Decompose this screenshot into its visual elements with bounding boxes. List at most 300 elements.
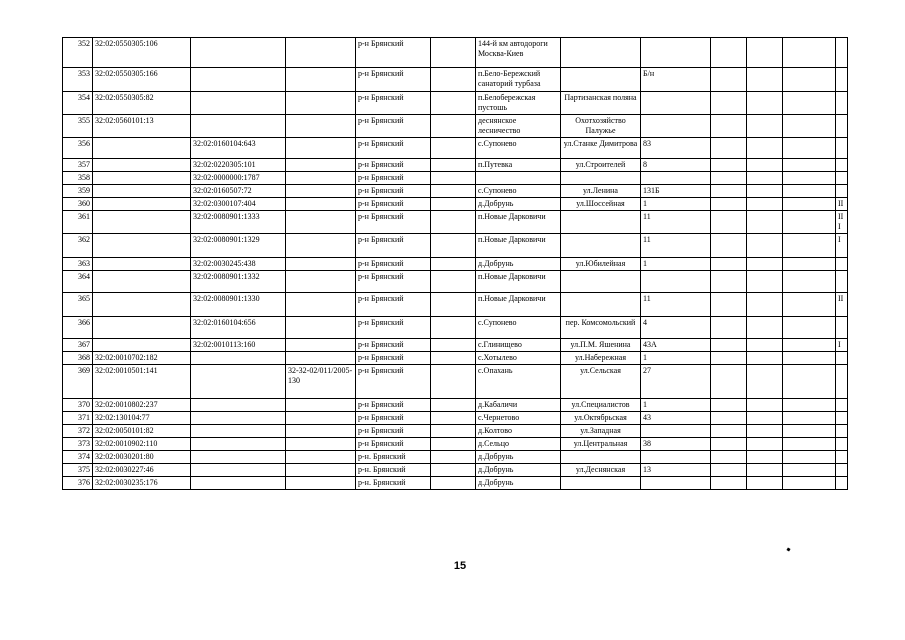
table-cell [747,138,783,159]
table-cell [561,477,641,490]
table-cell [836,317,848,339]
table-cell [431,92,476,115]
row-number-cell: 366 [63,317,93,339]
table-cell: 32:02:0030227:46 [93,464,191,477]
table-cell [431,185,476,198]
table-cell [836,115,848,138]
table-cell: д.Добрунь [476,258,561,271]
table-cell: р-н Брянский [356,234,431,258]
table-cell [711,412,747,425]
table-cell: р-н Брянский [356,211,431,234]
table-cell: с.Опахань [476,365,561,399]
table-cell [836,365,848,399]
table-cell: Б/н [641,68,711,92]
table-cell [711,92,747,115]
table-cell: I [836,339,848,352]
table-cell: р-н Брянский [356,438,431,451]
table-cell [783,365,836,399]
table-row [63,115,848,138]
table-cell: р-н Брянский [356,38,431,68]
table-cell [93,339,191,352]
table-row [63,464,848,477]
table-cell [191,464,286,477]
table-cell [747,293,783,317]
table-cell: п.Новые Дарковичи [476,211,561,234]
table-cell: р-н Брянский [356,258,431,271]
table-cell: ул.Сельская [561,365,641,399]
row-number-cell: 355 [63,115,93,138]
table-cell [191,92,286,115]
table-cell [641,477,711,490]
table-cell: 32:02:0550305:82 [93,92,191,115]
table-cell [747,185,783,198]
table-cell: ул.Станке Димитрова [561,138,641,159]
table-cell [783,451,836,464]
table-cell: ул.П.М. Яшенина [561,339,641,352]
table-cell: д.Сельцо [476,438,561,451]
table-cell: 32:02:0050101:82 [93,425,191,438]
table-cell [431,271,476,293]
table-cell [711,115,747,138]
table-cell: 83 [641,138,711,159]
table-cell [711,185,747,198]
table-cell: р-н Брянский [356,352,431,365]
table-row [63,172,848,185]
table-cell [711,38,747,68]
table-cell [191,365,286,399]
table-cell: 1 [641,399,711,412]
table-cell: п.Путевка [476,159,561,172]
table-cell [711,211,747,234]
table-row [63,352,848,365]
table-cell: 131Б [641,185,711,198]
table-cell [286,464,356,477]
table-cell [711,317,747,339]
table-cell: 43 [641,412,711,425]
table-cell [93,258,191,271]
table-body [63,38,848,490]
table-cell [431,293,476,317]
table-row [63,425,848,438]
row-number-cell: 376 [63,477,93,490]
table-cell [431,352,476,365]
table-cell [747,159,783,172]
table-cell [191,438,286,451]
table-cell: д.Кабаличи [476,399,561,412]
table-cell [783,68,836,92]
table-cell [836,68,848,92]
table-cell [286,451,356,464]
table-cell [747,412,783,425]
table-cell: р-н Брянский [356,68,431,92]
table-cell: р-н Брянский [356,138,431,159]
table-cell [783,234,836,258]
table-cell [747,477,783,490]
table-cell: д.Добрунь [476,464,561,477]
table-cell: ул.Набережная [561,352,641,365]
table-cell: р-н Брянский [356,293,431,317]
table-cell [431,38,476,68]
table-cell [747,234,783,258]
table-cell [93,234,191,258]
table-row [63,293,848,317]
table-cell: 32:02:0550305:166 [93,68,191,92]
table-cell: д.Добрунь [476,198,561,211]
table-row [63,365,848,399]
table-cell [783,138,836,159]
table-cell [431,198,476,211]
table-cell [836,38,848,68]
table-cell: с.Супонево [476,317,561,339]
table-cell [93,293,191,317]
table-cell: д.Добрунь [476,451,561,464]
table-cell [286,317,356,339]
table-cell [783,172,836,185]
table-cell [286,159,356,172]
table-cell [93,138,191,159]
table-cell: 32:02:0080901:1333 [191,211,286,234]
table-cell [747,365,783,399]
table-row [63,185,848,198]
table-cell [711,352,747,365]
table-cell [431,339,476,352]
table-cell: 11 [641,293,711,317]
table-cell [93,211,191,234]
row-number-cell: 368 [63,352,93,365]
table-cell [711,258,747,271]
row-number-cell: 371 [63,412,93,425]
table-cell: 1 [641,198,711,211]
table-cell [783,464,836,477]
table-cell: р-н. Брянский [356,451,431,464]
table-row [63,234,848,258]
table-row [63,399,848,412]
table-cell: р-н Брянский [356,159,431,172]
table-cell [747,339,783,352]
row-number-cell: 372 [63,425,93,438]
table-cell [641,115,711,138]
table-cell [561,68,641,92]
table-cell [93,271,191,293]
table-cell [711,339,747,352]
table-cell: р-н Брянский [356,271,431,293]
table-cell [711,438,747,451]
table-cell: 32:02:0220305:101 [191,159,286,172]
table-cell [747,92,783,115]
table-cell [711,425,747,438]
table-cell [711,68,747,92]
table-row [63,38,848,68]
table-cell: п.Бело-Бережский санаторий турбаза [476,68,561,92]
table-cell [711,464,747,477]
table-row [63,68,848,92]
table-cell: 32:02:0160104:656 [191,317,286,339]
row-number-cell: 373 [63,438,93,451]
table-cell [286,38,356,68]
table-cell [836,92,848,115]
table-row [63,258,848,271]
table-cell [286,185,356,198]
table-cell [783,258,836,271]
row-number-cell: 357 [63,159,93,172]
table-row [63,198,848,211]
table-cell [191,115,286,138]
table-cell [783,399,836,412]
table-cell [561,172,641,185]
table-cell [286,198,356,211]
table-cell: Партизанская поляна [561,92,641,115]
table-cell: 32:02:0160104:643 [191,138,286,159]
table-cell: р-н Брянский [356,185,431,198]
table-cell [783,38,836,68]
table-cell [711,365,747,399]
table-cell: с.Хотылево [476,352,561,365]
table-cell [561,234,641,258]
table-cell: р-н Брянский [356,198,431,211]
table-cell [286,211,356,234]
table-cell: 32-32-02/011/2005-130 [286,365,356,399]
table-cell [836,477,848,490]
table-cell: 11 [641,234,711,258]
table-cell: р-н Брянский [356,399,431,412]
table-cell [836,352,848,365]
table-cell [783,211,836,234]
table-cell [783,412,836,425]
table-cell: с.Супонево [476,185,561,198]
row-number-cell: 360 [63,198,93,211]
table-cell: 32:02:0010501:141 [93,365,191,399]
table-cell [747,258,783,271]
table-cell [286,399,356,412]
table-cell: ул.Центральная [561,438,641,451]
table-cell [747,115,783,138]
table-cell: деснянское лесничество [476,115,561,138]
table-row [63,92,848,115]
table-cell [641,451,711,464]
table-cell [286,234,356,258]
table-cell [286,293,356,317]
row-number-cell: 364 [63,271,93,293]
table-cell: с.Супонево [476,138,561,159]
table-cell [836,172,848,185]
table-cell [431,211,476,234]
table-cell [431,159,476,172]
table-cell [191,412,286,425]
table-cell [747,172,783,185]
table-cell [747,464,783,477]
table-cell [783,159,836,172]
table-cell: 32:02:130104:77 [93,412,191,425]
table-row [63,317,848,339]
table-row [63,211,848,234]
table-cell: ул.Октябрьская [561,412,641,425]
table-cell: 32:02:0080901:1330 [191,293,286,317]
table-cell: 32:02:0030201:80 [93,451,191,464]
table-cell [191,451,286,464]
page-number: 15 [453,560,467,572]
table-cell [431,258,476,271]
table-cell [431,234,476,258]
table-cell [711,198,747,211]
table-cell: 32:02:0010902:110 [93,438,191,451]
table-cell [641,92,711,115]
table-cell [711,399,747,412]
table-cell [286,115,356,138]
table-cell [747,352,783,365]
table-cell [561,293,641,317]
document-table [62,37,848,490]
table-cell: с.Глинищево [476,339,561,352]
table-cell [836,159,848,172]
table-cell [711,138,747,159]
table-cell: 32:02:0030235:176 [93,477,191,490]
table-cell [191,399,286,412]
table-cell: 1 [641,352,711,365]
table-cell [191,68,286,92]
table-cell [641,425,711,438]
table-cell [711,172,747,185]
table-cell: п.Новые Дарковичи [476,271,561,293]
table-cell [747,68,783,92]
row-number-cell: 353 [63,68,93,92]
table-cell [783,477,836,490]
table-row [63,138,848,159]
table-cell: п.Белобережская пустошь [476,92,561,115]
table-cell [783,92,836,115]
table-cell: III [836,211,848,234]
table-cell: с.Чернетово [476,412,561,425]
table-cell: 32:02:0080901:1329 [191,234,286,258]
table-cell [431,425,476,438]
row-number-cell: 370 [63,399,93,412]
table-cell: р-н Брянский [356,115,431,138]
table-cell [191,38,286,68]
table-cell: II [836,198,848,211]
table-cell: ул.Юбилейная [561,258,641,271]
table-cell [783,115,836,138]
table-cell [783,271,836,293]
table-row [63,412,848,425]
table-cell: 32:02:0010702:182 [93,352,191,365]
table-cell [641,172,711,185]
stray-mark [786,547,790,551]
table-cell [93,317,191,339]
table-cell [783,339,836,352]
table-cell: р-н Брянский [356,172,431,185]
row-number-cell: 369 [63,365,93,399]
table-cell: 32:02:0030245:438 [191,258,286,271]
table-cell: р-н Брянский [356,365,431,399]
table-cell [783,198,836,211]
table-cell [431,438,476,451]
table-row [63,477,848,490]
table-cell [431,138,476,159]
table-cell: р-н Брянский [356,92,431,115]
table-cell [836,399,848,412]
table-cell [191,352,286,365]
table-cell: 8 [641,159,711,172]
table-cell [431,68,476,92]
table-cell: р-н Брянский [356,412,431,425]
table-cell [783,425,836,438]
table-cell [711,271,747,293]
table-cell [747,438,783,451]
table-cell: ул.Западная [561,425,641,438]
table-cell [747,211,783,234]
table-cell: п.Новые Дарковичи [476,234,561,258]
row-number-cell: 365 [63,293,93,317]
table-cell [431,451,476,464]
table-cell: ул.Специалистов [561,399,641,412]
table-row [63,339,848,352]
table-cell [836,185,848,198]
table-cell [783,293,836,317]
table-cell: Охотхозяйство Палужье [561,115,641,138]
row-number-cell: 375 [63,464,93,477]
table-cell [711,293,747,317]
table-cell [836,138,848,159]
table-cell [747,399,783,412]
table-cell [286,412,356,425]
row-number-cell: 367 [63,339,93,352]
table-cell: 144-й км автодороги Москва-Киев [476,38,561,68]
table-cell [711,159,747,172]
table-cell [431,399,476,412]
table-cell [783,317,836,339]
row-number-cell: 356 [63,138,93,159]
table-cell [286,352,356,365]
table-cell: 32:02:0010802:237 [93,399,191,412]
table-cell [286,92,356,115]
table-cell [286,425,356,438]
table-cell: 11 [641,211,711,234]
table-cell [747,271,783,293]
table-cell: 27 [641,365,711,399]
table-cell [93,172,191,185]
table-cell: 32:02:0160507:72 [191,185,286,198]
table-cell [836,412,848,425]
table-row [63,451,848,464]
table-cell [711,477,747,490]
table-cell: р-н Брянский [356,317,431,339]
table-cell [747,317,783,339]
table-cell [836,464,848,477]
table-cell: пер. Комсомольский [561,317,641,339]
table-cell [783,438,836,451]
table-cell [711,234,747,258]
table-cell [286,438,356,451]
table-cell: д.Добрунь [476,477,561,490]
table-cell: 43А [641,339,711,352]
table-cell: р-н Брянский [356,425,431,438]
table-cell [641,38,711,68]
table-cell [836,271,848,293]
table-cell [191,477,286,490]
table-cell [93,159,191,172]
row-number-cell: 358 [63,172,93,185]
table-row [63,438,848,451]
table-cell [286,138,356,159]
table-cell [431,115,476,138]
table-cell: 32:02:0300107:404 [191,198,286,211]
table-cell [836,258,848,271]
table-cell: 32:02:0000000:1787 [191,172,286,185]
table-cell [431,412,476,425]
table-cell [836,425,848,438]
table-cell: ул.Строителей [561,159,641,172]
row-number-cell: 374 [63,451,93,464]
table-cell [431,172,476,185]
